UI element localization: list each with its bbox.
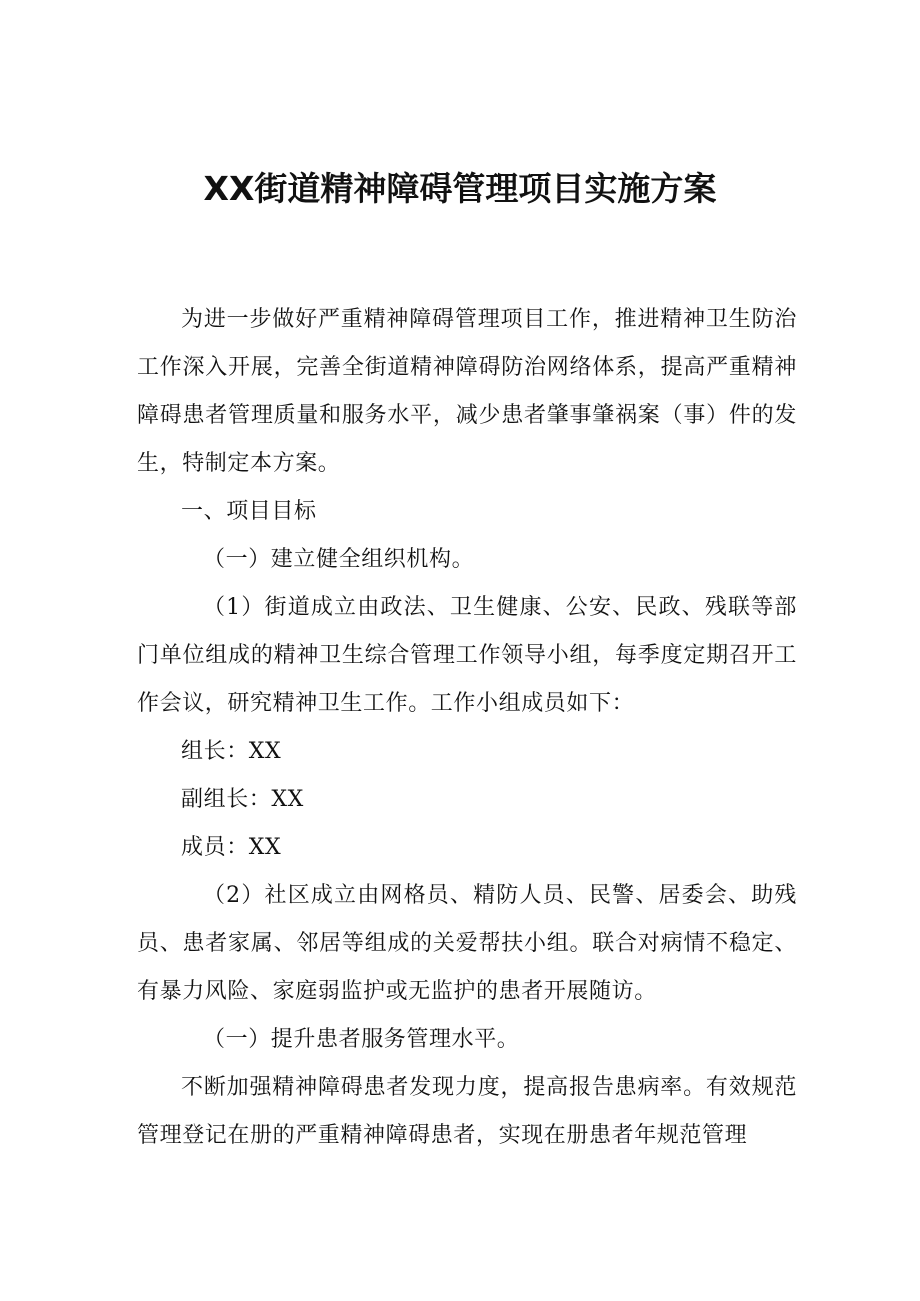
section-heading: 一、项目目标: [181, 499, 317, 524]
subsection-heading: （一）建立健全组织机构。: [203, 547, 475, 572]
deputy-leader-line: 副组长：XX: [181, 787, 304, 812]
list-item: （1）街道成立由政法、卫生健康、公安、民政、残联等部门单位组成的精神卫生综合管理工作领导小组，每季度定期召开工作会议，研究精神卫生工作。工作小组成员如下：: [137, 595, 797, 716]
document-body: [137, 296, 797, 1160]
members-line: 成员：XX: [181, 835, 282, 860]
intro-paragraph: 为进一步做好严重精神障碍管理项目工作，推进精神卫生防治工作深入开展，完善全街道精神障碍防治网络体系，提高严重精神障碍患者管理质量和服务水平，减少患者肇事肇祸案（事）件的发生，特制定本方案。: [137, 307, 797, 476]
body-paragraph: 不断加强精神障碍患者发现力度，提高报告患病率。有效规范管理登记在册的严重精神障碍患者，实现在册患者年规范管理: [137, 1075, 797, 1148]
leader-line: 组长：XX: [181, 739, 282, 764]
subsection-heading: （一）提升患者服务管理水平。: [203, 1027, 520, 1052]
list-item: （2）社区成立由网格员、精防人员、民警、居委会、助残员、患者家属、邻居等组成的关爱帮扶小组。联合对病情不稳定、有暴力风险、家庭弱监护或无监护的患者开展随访。: [137, 883, 797, 1004]
document-title: XX街道精神障碍管理项目实施方案: [203, 169, 717, 208]
